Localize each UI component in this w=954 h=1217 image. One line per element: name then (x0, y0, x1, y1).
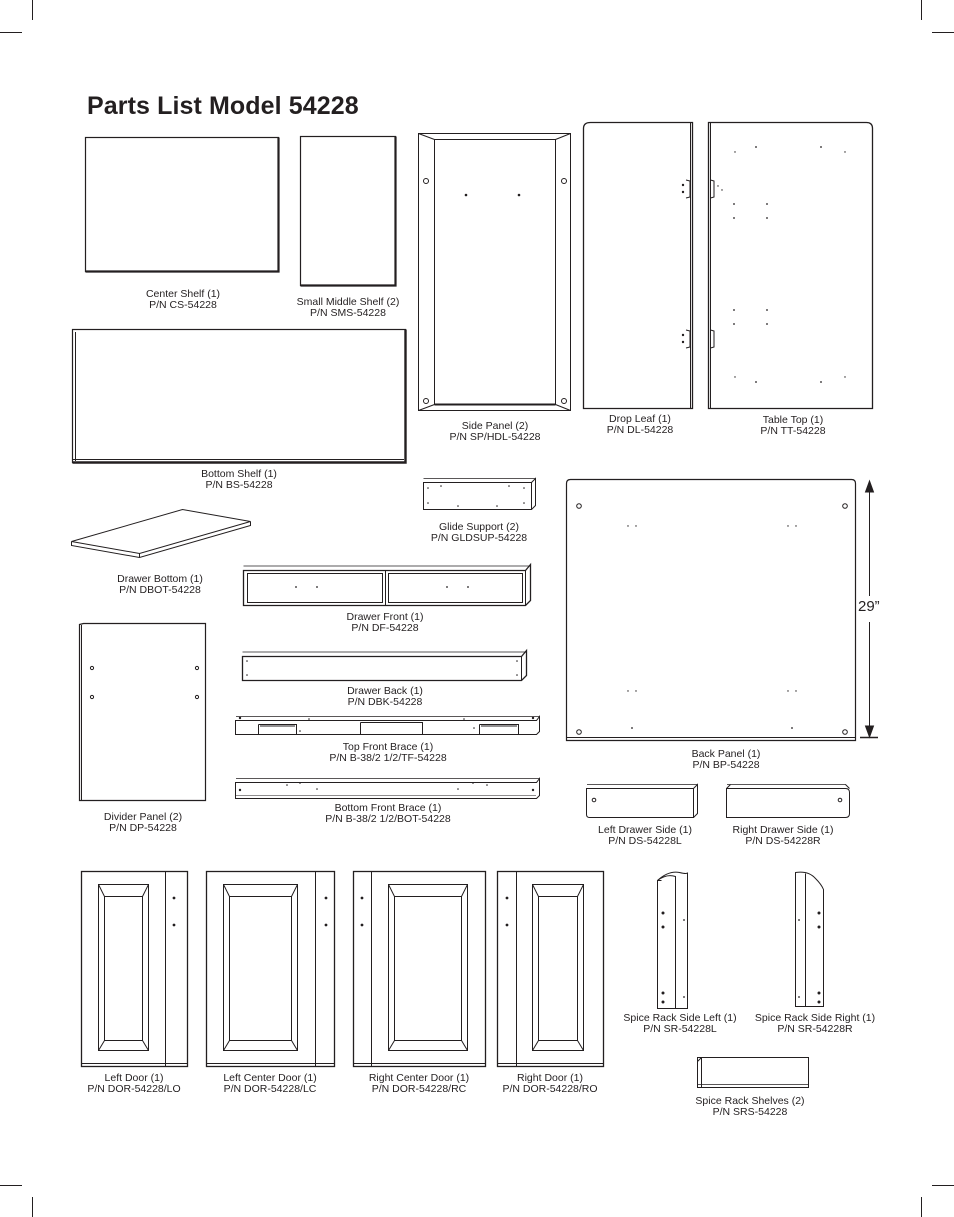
right-center-door-label (369, 1073, 469, 1095)
part-name: Right Drawer Side (1) (732, 824, 834, 836)
table-top-drawing (709, 123, 873, 409)
part-number: P/N GLDSUP-54228 (430, 532, 528, 544)
part-name: Back Panel (1) (691, 748, 761, 760)
part-number: P/N SRS-54228 (712, 1106, 788, 1118)
part-number: P/N TT-54228 (760, 425, 826, 437)
part-number: P/N DOR-54228/RC (371, 1083, 467, 1095)
part-name: Bottom Shelf (1) (201, 468, 277, 480)
left-center-door-label (223, 1073, 316, 1095)
part-name: Glide Support (2) (439, 521, 519, 533)
drawer-back-label (347, 686, 423, 708)
right-door-label (502, 1073, 597, 1095)
part-number: P/N DF-54228 (351, 622, 419, 634)
part-name: Drawer Front (1) (346, 611, 424, 623)
bottom-front-brace-label (325, 803, 451, 825)
center-shelf-label (146, 289, 220, 311)
drop-leaf-drawing (584, 123, 693, 409)
part-name: Spice Rack Side Left (1) (623, 1012, 737, 1024)
left-drawer-side-label (598, 825, 692, 847)
part-number: P/N B-38/2 1/2/BOT-54228 (325, 813, 451, 825)
part-name: Drawer Back (1) (347, 685, 423, 697)
part-name: Top Front Brace (1) (342, 741, 434, 753)
glide-support-label (431, 522, 527, 544)
part-name: Left Center Door (1) (223, 1072, 317, 1084)
drawer-front-label (346, 612, 423, 634)
part-name: Right Door (1) (517, 1072, 583, 1084)
part-number: P/N DBK-54228 (347, 696, 423, 708)
right-drawer-side-label (733, 825, 834, 847)
part-name: Left Door (1) (104, 1072, 164, 1084)
part-name: Left Drawer Side (1) (598, 824, 692, 836)
back-panel-drawing (567, 480, 856, 741)
part-name: Table Top (1) (762, 414, 824, 426)
left-door-drawing (82, 872, 188, 1067)
divider-panel-drawing (80, 624, 206, 801)
part-number: P/N SR-54228L (643, 1023, 717, 1035)
part-number: P/N DP-54228 (109, 822, 177, 834)
spice-rack-shelves-label (695, 1096, 804, 1118)
spice-rack-shelves-drawing (698, 1058, 809, 1088)
drawer-bottom-label (117, 574, 203, 596)
right-door-drawing (498, 872, 604, 1067)
glide-support-drawing (424, 479, 536, 510)
spice-rack-left-drawing (658, 872, 688, 1008)
back-panel-label (692, 749, 761, 771)
part-name: Bottom Front Brace (1) (334, 802, 442, 814)
page-title: Parts List Model 54228 (87, 92, 359, 120)
drawer-bottom-drawing (72, 510, 251, 558)
spice-rack-right-drawing (796, 872, 824, 1006)
bottom-shelf-drawing (73, 330, 406, 463)
part-number: P/N DS-54228R (745, 835, 821, 847)
right-center-door-drawing (354, 872, 486, 1067)
part-number: P/N SP/HDL-54228 (449, 431, 541, 443)
part-name: Center Shelf (1) (145, 288, 221, 300)
drop-leaf-label (607, 414, 674, 436)
center-shelf-drawing (86, 138, 279, 272)
part-number: P/N BS-54228 (205, 479, 273, 491)
part-number: P/N DOR-54228/LO (87, 1083, 181, 1095)
part-name: Small Middle Shelf (2) (296, 296, 400, 308)
part-number: P/N DS-54228L (608, 835, 682, 847)
drawer-front-drawing (244, 565, 531, 606)
part-name: Spice Rack Side Right (1) (754, 1012, 876, 1024)
top-front-brace-drawing (236, 717, 540, 735)
part-name: Spice Rack Shelves (2) (695, 1095, 805, 1107)
spice-rack-left-label (623, 1013, 736, 1035)
part-number: P/N DOR-54228/RO (502, 1083, 598, 1095)
left-center-door-drawing (207, 872, 335, 1067)
part-number: P/N B-38/2 1/2/TF-54228 (329, 752, 447, 764)
part-number: P/N DOR-54228/LC (223, 1083, 317, 1095)
side-panel-drawing (419, 134, 571, 411)
drawer-back-drawing (243, 651, 527, 681)
right-drawer-side-drawing (727, 785, 850, 818)
spice-rack-right-label (755, 1013, 875, 1035)
small-middle-shelf-drawing (301, 137, 396, 286)
part-name: Divider Panel (2) (103, 811, 183, 823)
part-number: P/N BP-54228 (692, 759, 760, 771)
part-number: P/N DL-54228 (606, 424, 674, 436)
table-top-label (760, 415, 825, 437)
left-door-label (87, 1073, 180, 1095)
top-front-brace-label (329, 742, 446, 764)
part-name: Drop Leaf (1) (609, 413, 671, 425)
part-name: Right Center Door (1) (368, 1072, 470, 1084)
part-name: Drawer Bottom (1) (117, 573, 203, 585)
small-middle-shelf-label (297, 297, 400, 319)
part-number: P/N DBOT-54228 (119, 584, 201, 596)
part-number: P/N SR-54228R (777, 1023, 853, 1035)
dimension-label: 29” (858, 598, 880, 615)
divider-panel-label (104, 812, 182, 834)
side-panel-label (449, 421, 540, 443)
left-drawer-side-drawing (587, 785, 698, 818)
part-number: P/N SMS-54228 (310, 307, 386, 319)
part-number: P/N CS-54228 (149, 299, 217, 311)
bottom-front-brace-drawing (236, 779, 540, 799)
part-name: Side Panel (2) (461, 420, 529, 432)
bottom-shelf-label (201, 469, 277, 491)
